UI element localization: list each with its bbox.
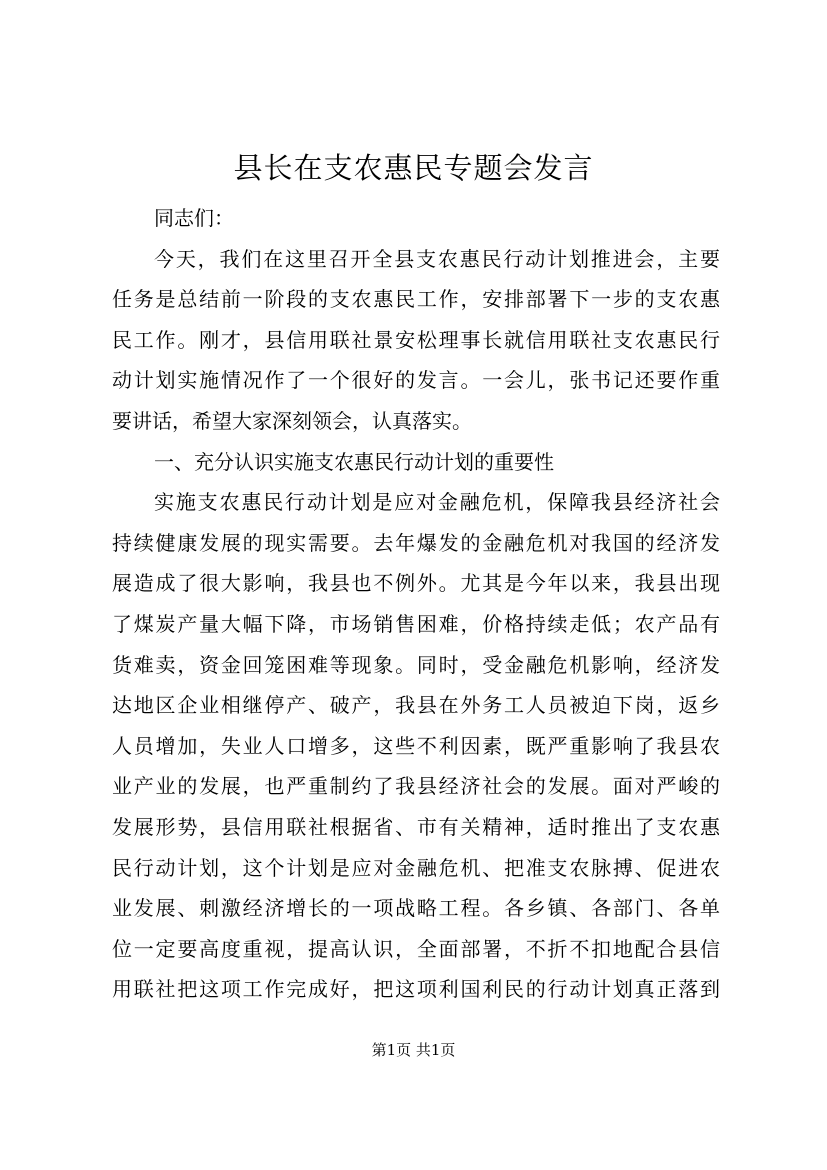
text-line: 发展形势，县信用联社根据省、市有关精神，适时推出了支农惠 bbox=[112, 814, 720, 839]
text-line: 同志们： bbox=[154, 206, 234, 230]
text-line: 人员增加，失业人口增多，这些不利因素，既严重影响了我县农 bbox=[112, 733, 720, 758]
text-line: 用联社把这项工作完成好，把这项利国利民的行动计划真正落到 bbox=[112, 977, 720, 1002]
text-line: 民工作。刚才，县信用联社景安松理事长就信用联社支农惠民行 bbox=[112, 327, 720, 352]
text-line: 货难卖，资金回笼困难等现象。同时，受金融危机影响，经济发 bbox=[112, 652, 720, 677]
text-line: 民行动计划，这个计划是应对金融危机、把准支农脉搏、促进农 bbox=[112, 855, 720, 880]
text-line: 实施支农惠民行动计划是应对金融危机，保障我县经济社会 bbox=[154, 490, 720, 515]
text-line: 位一定要高度重视，提高认识，全面部署，不折不扣地配合县信 bbox=[112, 936, 720, 961]
text-line: 了煤炭产量大幅下降，市场销售困难，价格持续走低；农产品有 bbox=[112, 611, 720, 636]
document-title: 县长在支农惠民专题会发言 bbox=[233, 151, 594, 185]
text-line: 要讲话，希望大家深刻领会，认真落实。 bbox=[112, 408, 472, 433]
text-line: 业产业的发展，也严重制约了我县经济社会的发展。面对严峻的 bbox=[112, 774, 720, 799]
text-line: 达地区企业相继停产、破产，我县在外务工人员被迫下岗，返乡 bbox=[112, 693, 720, 718]
page-footer: 第1页 共1页 bbox=[371, 1041, 456, 1059]
text-line: 任务是总结前一阶段的支农惠民工作，安排部署下一步的支农惠 bbox=[112, 287, 720, 312]
text-line: 持续健康发展的现实需要。去年爆发的金融危机对我国的经济发 bbox=[112, 530, 720, 555]
text-line: 一、充分认识实施支农惠民行动计划的重要性 bbox=[154, 449, 554, 474]
text-line: 今天，我们在这里召开全县支农惠民行动计划推进会，主要 bbox=[154, 246, 720, 271]
text-line: 展造成了很大影响，我县也不例外。尤其是今年以来，我县出现 bbox=[112, 571, 720, 596]
text-line: 动计划实施情况作了一个很好的发言。一会儿，张书记还要作重 bbox=[112, 368, 720, 393]
text-line: 业发展、刺激经济增长的一项战略工程。各乡镇、各部门、各单 bbox=[112, 896, 720, 921]
document-body bbox=[112, 198, 720, 1010]
